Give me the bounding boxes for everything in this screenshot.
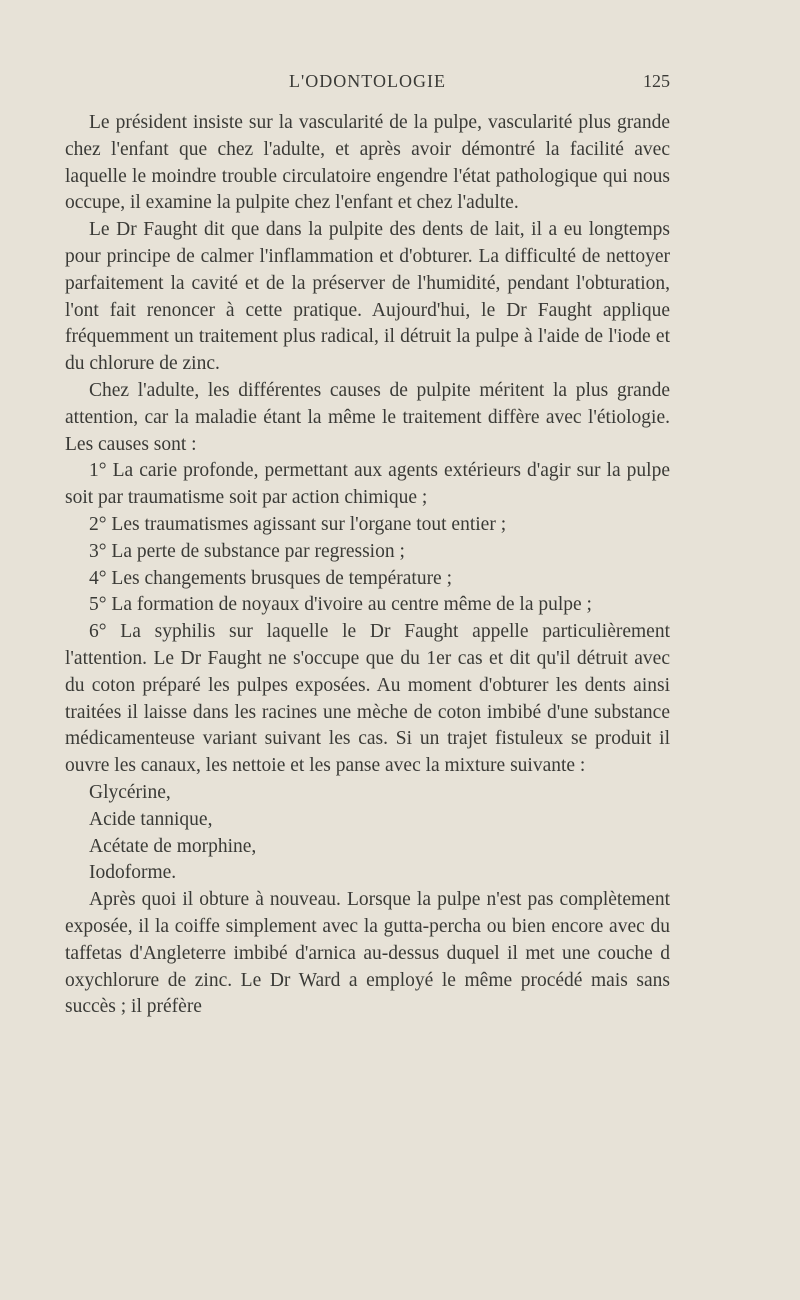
- cause-1: 1° La carie profonde, permettant aux agents extérieurs d'agir sur la pulpe soit par traumatisme soit par action chimique ;: [65, 460, 670, 509]
- paragraph-milk-teeth: Le Dr Faught dit que dans la pulpite des dents de lait, il a eu longtemps pour principe de calmer l'inflammation et d'obturer. La difficulté de nettoyer parfaitement la cavité et de la préserver de l'humidité, pendant l'obturation, l'ont fait renoncer à cette pratique. Aujourd'hui, le Dr Faught applique fréquemment un traitement plus radical, il détruit la pulpe à l'aide de l'iode et du chlorure de zinc.: [65, 219, 670, 375]
- running-head: [65, 71, 670, 101]
- cause-3: 3° La perte de substance par regression ;: [89, 540, 405, 562]
- mixture-ingredient-iodoform: Iodoforme.: [89, 862, 177, 884]
- journal-title: L'ODONTOLOGIE: [289, 71, 446, 91]
- paragraph-vascularity: Le président insiste sur la vascularité de la pulpe, vascularité plus grande chez l'enfant que chez l'adulte, et après avoir démontré la facilité avec laquelle le moindre trouble circulatoire engendre l'état pathologique qui nous occupe, il examine la pulpite chez l'enfant et chez l'adulte.: [65, 112, 670, 214]
- paragraph-adult-causes: Chez l'adulte, les différentes causes de pulpite méritent la plus grande attention, car la maladie étant la même le traitement diffère avec l'étiologie. Les causes sont :: [65, 379, 670, 455]
- mixture-ingredient-glycerine: Glycérine,: [89, 781, 171, 803]
- mixture-ingredient-tannic-acid: Acide tannique,: [89, 808, 213, 830]
- paragraph-closing: Après quoi il obture à nouveau. Lorsque la pulpe n'est pas complètement exposée, il la coiffe simplement avec la gutta-percha ou bien encore avec du taffetas d'Angleterre imbibé d'arnica au-dessus duquel il met une couche d oxychlorure de zinc. Le Dr Ward a employé le même procédé mais sans succès ; il préfère: [65, 889, 670, 1018]
- mixture-ingredient-morphine-acetate: Acétate de morphine,: [89, 835, 257, 857]
- cause-5: 5° La formation de noyaux d'ivoire au centre même de la pulpe ;: [89, 594, 592, 616]
- page-number: 125: [643, 71, 670, 91]
- cause-4: 4° Les changements brusques de température ;: [89, 567, 453, 589]
- article-body: [65, 110, 670, 1021]
- cause-2: 2° Les traumatismes agissant sur l'organe tout entier ;: [89, 513, 507, 535]
- cause-6: 6° La syphilis sur laquelle le Dr Faught appelle particulièrement l'attention. Le Dr Faught ne s'occupe que du 1er cas et dit qu'il détruit avec du coton préparé les pulpes exposées. Au moment d'obturer les dents ainsi traitées il laisse dans les racines une mèche de coton imbibé d'une substance médicamenteuse variant suivant les cas. Si un trajet fistuleux se produit il ouvre les canaux, les nettoie et les panse avec la mixture suivante :: [65, 621, 670, 777]
